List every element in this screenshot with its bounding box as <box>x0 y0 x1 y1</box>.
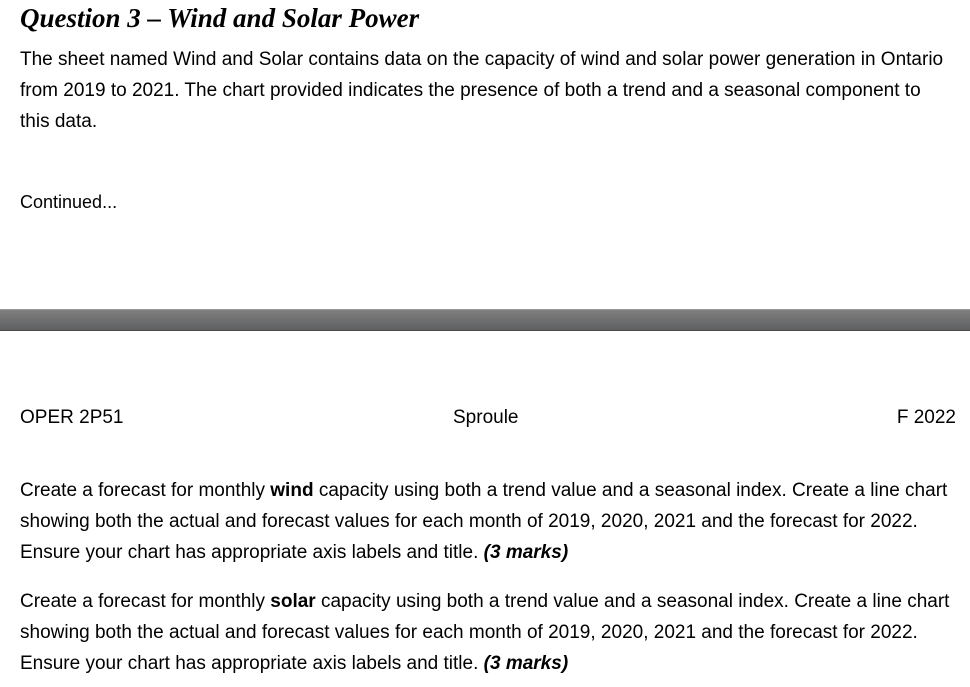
solar-keyword: solar <box>270 591 316 612</box>
page-break-separator <box>0 309 970 331</box>
solar-task-text-after: capacity using both a trend value and a seasonal index. Create a line chart showing both the actual and forecast values for each month of 2019, 2020, 2021 and the forecast for 2022. Ensure your chart has appropriate axis labels and title. <box>20 591 950 674</box>
instructor-name: Sproule <box>453 407 519 428</box>
wind-task-text-before: Create a forecast for monthly <box>20 480 271 501</box>
course-code: OPER 2P51 <box>20 407 124 428</box>
question-heading: Question 3 – Wind and Solar Power <box>20 3 420 33</box>
page-header <box>20 404 956 432</box>
continued-note: Continued... <box>20 192 118 212</box>
solar-task-marks: (3 marks) <box>483 653 569 674</box>
wind-task-marks: (3 marks) <box>483 542 569 563</box>
wind-task-paragraph <box>20 475 955 568</box>
wind-task-text-after: capacity using both a trend value and a seasonal index. Create a line chart showing both the actual and forecast values for each month of 2019, 2020, 2021 and the forecast for 2022. Ensure your chart has appropriate axis labels and title. <box>20 480 948 563</box>
term-label: F 2022 <box>896 407 956 428</box>
question-intro: The sheet named Wind and Solar contains data on the capacity of wind and solar power generation in Ontario from 2019 to 2021. The chart provided indicates the presence of both a trend and a seasonal component to this data. <box>20 49 944 132</box>
wind-keyword: wind <box>270 480 314 501</box>
solar-task-text-before: Create a forecast for monthly <box>20 591 271 612</box>
solar-task-paragraph <box>20 586 955 679</box>
page-top <box>0 0 970 310</box>
